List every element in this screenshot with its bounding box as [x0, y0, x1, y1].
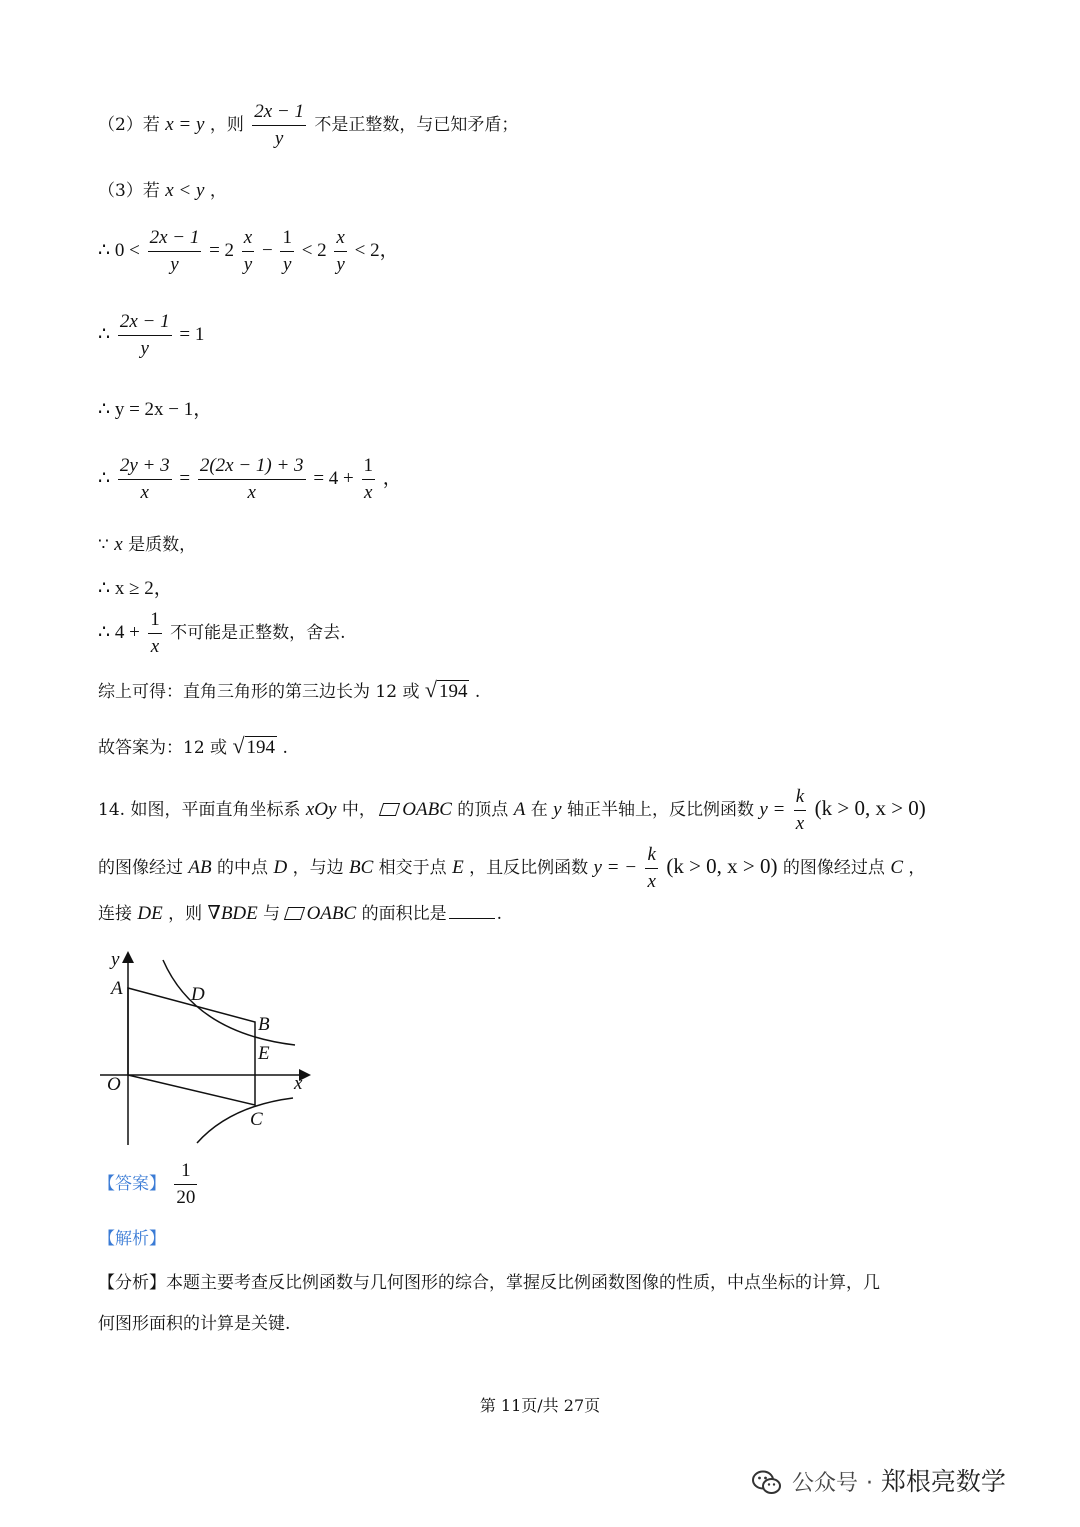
label-y: y	[111, 949, 120, 970]
step-5-text: 是质数，	[128, 535, 197, 555]
p14-point-c: C	[890, 857, 904, 878]
analysis-tag: 【解析】	[98, 1229, 166, 1249]
answer-block	[98, 1158, 200, 1211]
step-4-eq: =	[179, 467, 191, 489]
sqrt-radicand: 194	[438, 681, 468, 702]
frac-num: 1	[174, 1158, 197, 1185]
frac-num: k	[794, 784, 806, 811]
case-2-prefix: （2）若	[98, 115, 160, 135]
label-c: C	[250, 1109, 263, 1130]
p14-text: 连接	[98, 904, 132, 924]
frac-den: y	[274, 128, 284, 149]
step-2-lead: ∴	[98, 323, 111, 345]
step-5-var: x	[114, 534, 123, 555]
step-1-tail: < 2，	[354, 239, 399, 261]
fraction	[645, 842, 657, 895]
label-e: E	[258, 1043, 270, 1064]
watermark-name: 郑根亮数学	[880, 1467, 1006, 1496]
page-footer: 第 11页/共 27页	[479, 1396, 601, 1415]
p14-fn: y =	[759, 799, 786, 820]
summary-line	[98, 677, 480, 703]
curve-negative-k	[197, 1098, 293, 1143]
fraction	[280, 225, 294, 278]
frac-num: k	[645, 842, 657, 869]
step-3-text: ∴ y = 2x − 1，	[98, 399, 213, 420]
sqrt-radicand: 194	[246, 737, 276, 758]
label-a: A	[111, 978, 123, 999]
p14-text: 中，	[341, 800, 376, 820]
p14-fn: y = −	[593, 857, 638, 878]
fraction	[794, 784, 806, 837]
summary-end: .	[474, 682, 481, 702]
p14-text: .	[496, 904, 502, 924]
frac-den: 20	[176, 1187, 196, 1208]
p14-shape: OABC	[306, 903, 357, 924]
p14-text: 的面积比是	[361, 904, 447, 924]
analysis-text: 本题主要考查反比例函数与几何图形的综合，掌握反比例函数图像的性质，中点坐标的计算，几	[166, 1273, 880, 1293]
frac-den: x	[150, 636, 160, 657]
fraction	[242, 225, 254, 278]
step-6-line	[98, 573, 173, 600]
p14-text: 相交于点	[378, 858, 447, 878]
case-3-suffix: ，	[209, 181, 227, 201]
p14-text: 14. 如图，平面直角坐标系	[98, 800, 301, 820]
p14-de: DE	[137, 903, 163, 924]
problem-14-line-2	[98, 842, 925, 895]
p14-text: 的图像经过点	[782, 858, 885, 878]
fenxi-tag: 【分析】	[98, 1273, 166, 1293]
step-1-line	[98, 225, 399, 278]
p14-text: ，与边	[292, 858, 344, 878]
fraction	[252, 99, 306, 152]
watermark-dot: ·	[865, 1471, 873, 1496]
frac-den: x	[795, 813, 805, 834]
step-3-line	[98, 394, 212, 421]
frac-num: 2(2x − 1) + 3	[198, 453, 306, 480]
step-4-lead: ∴	[98, 467, 111, 489]
answer-tag: 【答案】	[98, 1174, 166, 1194]
sqrt-expression: √ 194	[424, 677, 468, 702]
fraction	[198, 453, 306, 506]
step-7-text: 不可能是正整数，舍去.	[170, 623, 346, 643]
p14-shape: OABC	[402, 799, 452, 820]
frac-num: 2x − 1	[148, 225, 202, 252]
summary-text: 综上可得：直角三角形的第三边长为 12 或	[98, 682, 420, 702]
p14-xoy: xOy	[305, 799, 337, 820]
label-o: O	[107, 1074, 121, 1095]
p14-cond: (k > 0, x > 0)	[814, 796, 926, 820]
frac-den: x	[364, 482, 373, 503]
frac-num: 1	[362, 453, 376, 480]
p14-point-d: D	[273, 857, 288, 878]
p14-ab: AB	[188, 857, 212, 878]
step-1-lead: ∴ 0 <	[98, 239, 140, 261]
case-3-condition: x < y	[165, 180, 205, 201]
p14-point-e: E	[452, 857, 464, 878]
step-7-lead: ∴ 4 +	[98, 622, 140, 643]
p14-cond: (k > 0, x > 0)	[666, 854, 778, 878]
label-b: B	[258, 1014, 270, 1035]
frac-num: 2x − 1	[252, 99, 306, 126]
p14-y: y	[553, 799, 562, 820]
step-7-line	[98, 607, 346, 660]
fraction	[362, 453, 376, 506]
case-2-mid: ，则	[209, 115, 244, 135]
frac-den: x	[247, 482, 256, 503]
watermark-public: 公众号	[792, 1471, 859, 1496]
case-3-line	[98, 176, 227, 202]
problem-14-line-1	[98, 784, 926, 837]
frac-den: y	[243, 254, 253, 275]
frac-num: 1	[280, 225, 294, 252]
p14-text: ，则	[168, 904, 203, 924]
fraction	[148, 607, 162, 660]
p14-text: 轴正半轴上，反比例函数	[566, 800, 754, 820]
frac-num: x	[242, 225, 254, 252]
sqrt-expression: √ 194	[232, 733, 276, 758]
step-4-eq2: = 4 +	[313, 467, 354, 489]
p14-text: 在	[530, 800, 548, 820]
watermark	[752, 1462, 1006, 1498]
frac-den: y	[140, 338, 149, 359]
step-2-tail: = 1	[179, 323, 205, 345]
label-x: x	[294, 1073, 303, 1094]
parallelogram-icon	[379, 803, 400, 816]
frac-den: y	[336, 254, 345, 275]
p14-text: 的图像经过	[98, 858, 183, 878]
answer-text: 故答案为：12 或	[98, 738, 228, 758]
label-d: D	[191, 984, 205, 1005]
problem-14-line-3	[98, 899, 502, 925]
p14-text: 的顶点	[457, 800, 509, 820]
case-3-prefix: （3）若	[98, 181, 160, 201]
p14-text: 与	[263, 904, 281, 924]
frac-den: x	[140, 482, 149, 503]
p14-text: ，且反比例函数	[469, 858, 589, 878]
p14-point-a: A	[513, 799, 526, 820]
analysis-line-1	[98, 1268, 880, 1293]
frac-num: x	[334, 225, 346, 252]
frac-num: 2x − 1	[118, 309, 172, 336]
fraction	[148, 225, 202, 278]
p14-text: ，	[908, 858, 926, 878]
answer-blank	[449, 918, 495, 919]
frac-den: y	[282, 254, 292, 275]
frac-den: y	[170, 254, 179, 275]
analysis-line-2: 何图形面积的计算是关键.	[98, 1314, 291, 1334]
parallelogram-oabc	[128, 988, 255, 1105]
wechat-icon	[752, 1470, 782, 1496]
parallelogram-icon	[283, 907, 304, 920]
coordinate-figure	[95, 948, 325, 1148]
frac-num: 1	[148, 607, 162, 634]
step-4-tail: ，	[382, 467, 402, 489]
fraction	[118, 309, 172, 362]
answer-fraction	[174, 1158, 197, 1211]
p14-bc: BC	[348, 857, 374, 878]
because-symbol: ∵	[98, 535, 109, 555]
fraction	[118, 453, 172, 506]
step-4-line	[98, 453, 402, 506]
case-2-suffix: 不是正整数，与已知矛盾；	[314, 115, 519, 135]
step-1-eq: = 2	[209, 239, 235, 261]
p14-triangle: ∇BDE	[207, 903, 258, 924]
fraction	[334, 225, 346, 278]
frac-den: x	[647, 871, 656, 892]
step-5-line	[98, 530, 196, 556]
case-2-line	[98, 99, 518, 152]
step-6-text: ∴ x ≥ 2，	[98, 578, 173, 599]
frac-num: 2y + 3	[118, 453, 172, 480]
p14-text: 的中点	[217, 858, 269, 878]
answer-line	[98, 733, 288, 759]
step-1-minus: −	[261, 239, 273, 261]
step-1-lt: < 2	[301, 239, 327, 261]
answer-end: .	[282, 738, 288, 758]
step-2-line	[98, 309, 204, 362]
case-2-condition: x = y	[165, 114, 205, 135]
